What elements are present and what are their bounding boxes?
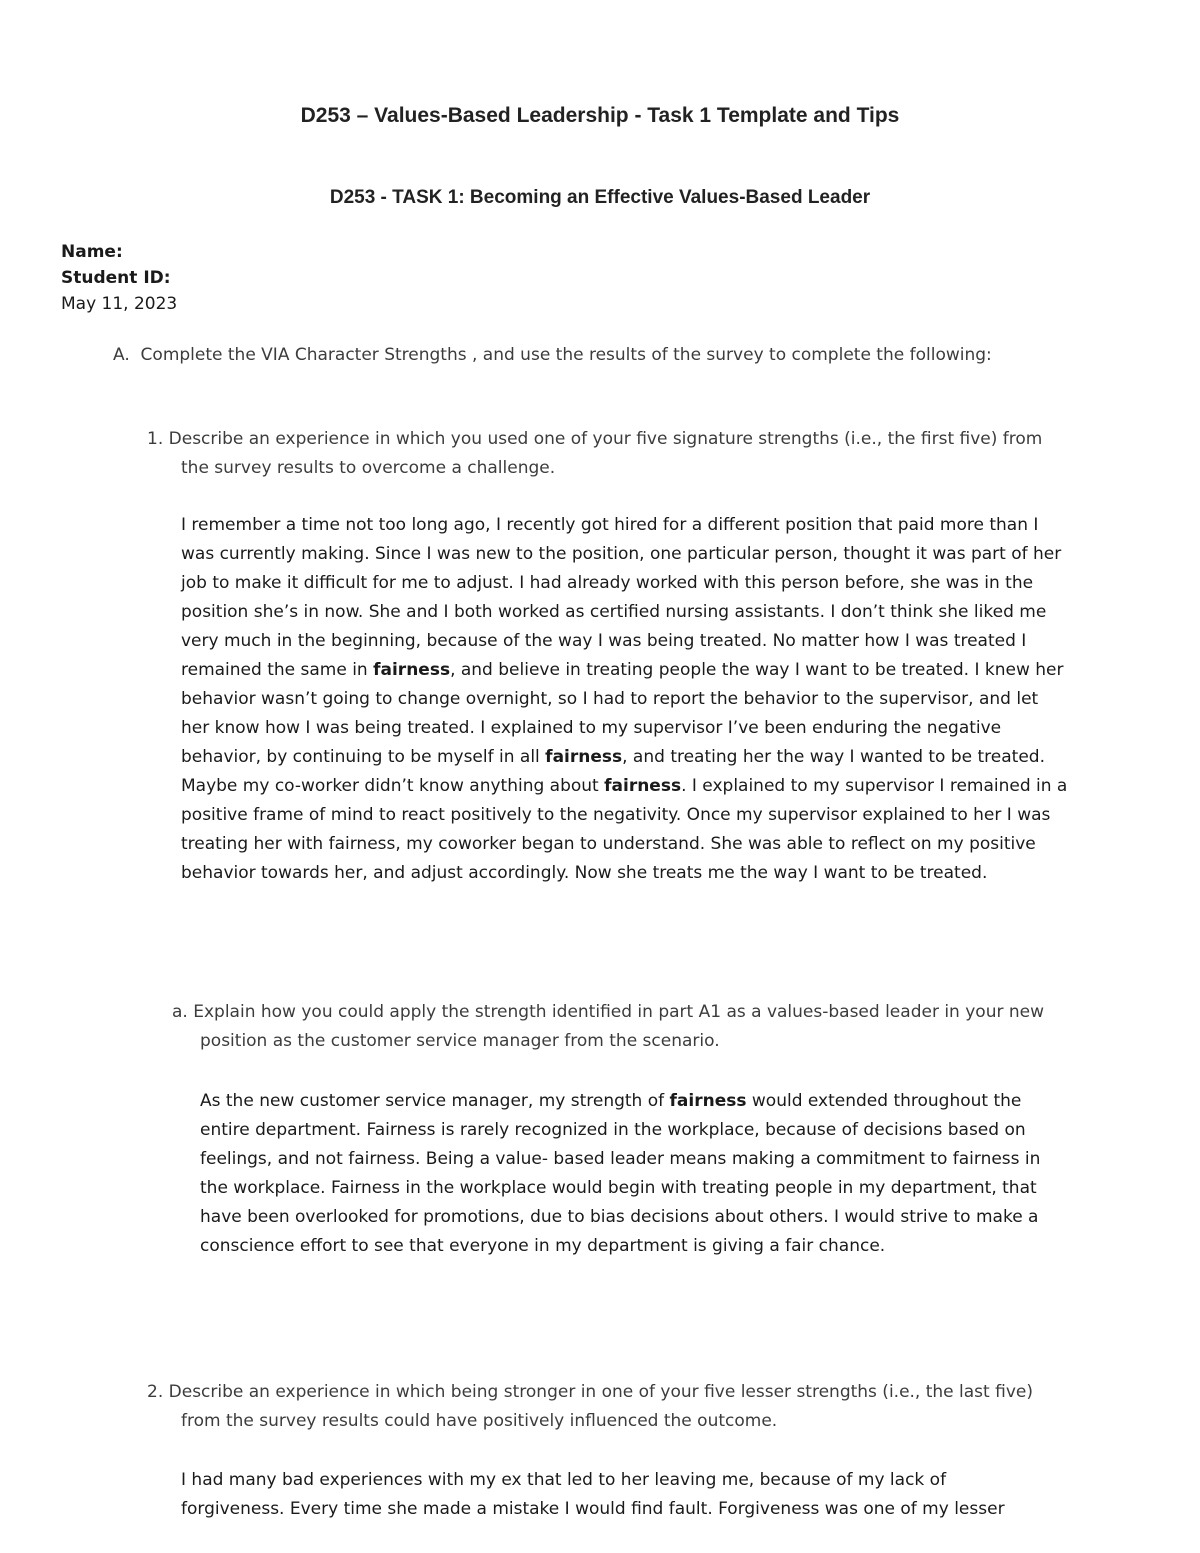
question-1-prompt-line1: Describe an experience in which you used one of your five signature strengths (i.e., the first five) from [168, 429, 1043, 449]
question-2 [147, 1378, 1147, 1436]
fairness-keyword: fairness [604, 776, 682, 796]
question-1a-prompt-line2: position as the customer service manager from the scenario. [200, 1031, 720, 1051]
answer-1-text-part: . I explained to my supervisor I remained in a positive frame of mind to react positively to the negativity. Once my supervisor explained to her I was treating her with fairness, my coworker began to understand. She was able to reflect on my positive behavior towards her, and adjust accordingly. Now she treats me the way I want to be treated. [181, 776, 1068, 883]
question-1-prompt-line2: the survey results to overcome a challenge. [181, 458, 556, 478]
task-subtitle: D253 - TASK 1: Becoming an Effective Values-Based Leader [329, 187, 871, 208]
document-title: D253 – Values-Based Leadership - Task 1 Template and Tips [300, 104, 900, 127]
answer-1-text-part: , and believe in treating people the way I want to be treated. I knew her behavior wasn’t going to change overnight, so I had to report the behavior to the supervisor, and let her know how I was being treated. I explained to my supervisor I’ve been enduring the negative behavior, by continuing to be myself in all [181, 660, 1064, 767]
question-1-marker: 1. [147, 429, 164, 449]
document-date: May 11, 2023 [61, 294, 178, 314]
fairness-keyword: fairness [545, 747, 623, 767]
answer-2: I had many bad experiences with my ex that led to her leaving me, because of my lack of forgiveness. Every time she made a mistake I would find fault. Forgiveness was one of my lesser [181, 1470, 1005, 1519]
student-id-label: Student ID: [61, 268, 171, 288]
question-1a [172, 998, 1172, 1056]
answer-1-text-part: , and treating her the way I wanted to be treated. Maybe my co-worker didn’t know anything about [181, 747, 1045, 796]
question-1 [147, 425, 1147, 483]
fairness-keyword: fairness [669, 1091, 747, 1111]
question-2-marker: 2. [147, 1382, 164, 1402]
answer-1a [200, 1087, 1070, 1261]
answer-1a-text-part: would extended throughout the entire department. Fairness is rarely recognized in the workplace, because of decisions based on feelings, and not fairness. Being a value- based leader means making a commitment to fairness in the workplace. Fairness in the workplace would begin with treating people in my department, that have been overlooked for promotions, due to bias decisions about others. I would strive to make a conscience effort to see that everyone in my department is giving a fair chance. [200, 1091, 1041, 1256]
answer-1-text-part: I remember a time not too long ago, I recently got hired for a different position that paid more than I was currently making. Since I was new to the position, one particular person, thought it was part of her job to make it difficult for me to adjust. I had already worked with this person before, she was in the position she’s in now. She and I both worked as certified nursing assistants. I don’t think she liked me very much in the beginning, because of the way I was being treated. No matter how I was treated I remained the same in [181, 515, 1062, 680]
question-1a-prompt-line1: Explain how you could apply the strength identified in part A1 as a values-based leader in your new [193, 1002, 1044, 1022]
question-1a-marker: a. [172, 1002, 188, 1022]
question-2-prompt-line2: from the survey results could have positively influenced the outcome. [181, 1411, 778, 1431]
name-label: Name: [61, 242, 123, 262]
answer-1a-text-part: As the new customer service manager, my strength of [200, 1091, 670, 1111]
section-a-prompt: Complete the VIA Character Strengths , and use the results of the survey to complete the following: [140, 345, 992, 365]
question-2-prompt-line1: Describe an experience in which being stronger in one of your five lesser strengths (i.e., the last five) [168, 1382, 1033, 1402]
section-a-marker: A. [113, 345, 130, 365]
fairness-keyword: fairness [373, 660, 451, 680]
answer-1 [181, 511, 1071, 888]
section-a [113, 341, 1173, 370]
